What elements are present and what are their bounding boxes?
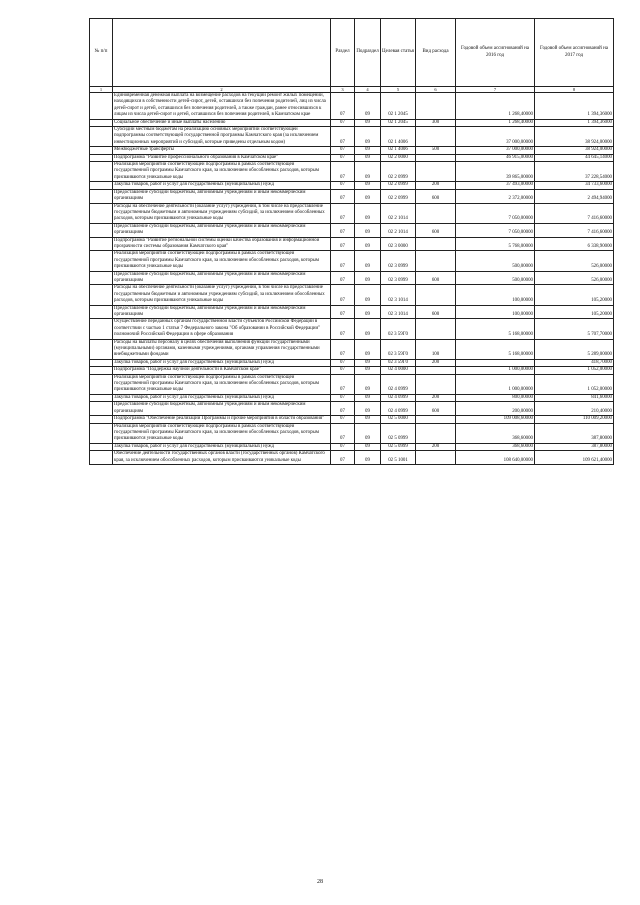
row-amount-2017: 526,00000 xyxy=(535,271,614,285)
row-celevaya-statya: 02 1 2045 xyxy=(381,93,416,120)
row-celevaya-statya: 02 3 0000 xyxy=(381,237,416,251)
row-razdel: 07 xyxy=(331,154,355,161)
row-amount-2017: 44 645,14000 xyxy=(535,154,614,161)
row-amount-2016: 108 640,00000 xyxy=(456,451,535,465)
header-desc xyxy=(113,19,331,87)
column-number: 2 xyxy=(113,87,331,93)
row-description: Закупка товаров, работ и услуг для государственных (муниципальных) нужд xyxy=(113,394,331,401)
page-number: 28 xyxy=(317,879,323,885)
row-vid-rashoda: 600 xyxy=(416,271,456,285)
row-razdel: 07 xyxy=(331,339,355,359)
row-vid-rashoda xyxy=(416,93,456,120)
table-row xyxy=(90,251,614,271)
row-num-cell xyxy=(90,93,113,120)
row-amount-2016: 46 915,00000 xyxy=(456,154,535,161)
row-vid-rashoda xyxy=(416,154,456,161)
table-row xyxy=(90,271,614,285)
row-razdel: 07 xyxy=(331,237,355,251)
row-podrazdel: 09 xyxy=(355,154,381,161)
row-podrazdel: 09 xyxy=(355,402,381,416)
row-amount-2016: 37 000,00000 xyxy=(456,127,535,147)
row-celevaya-statya: 02 4 0000 xyxy=(381,367,416,374)
row-vid-rashoda xyxy=(416,416,456,423)
row-num-cell xyxy=(90,154,113,161)
row-description: Реализация мероприятий соответствующей подпрограммы в рамках соответствующей государственной программы Камчатского края, за исключением обособленных расходов, которым присваиваются уникальные коды xyxy=(113,162,331,182)
table-row xyxy=(90,162,614,182)
row-razdel: 07 xyxy=(331,223,355,237)
row-amount-2016: 500,00000 xyxy=(456,251,535,271)
row-razdel: 07 xyxy=(331,359,355,366)
row-num-cell xyxy=(90,189,113,203)
row-razdel: 07 xyxy=(331,416,355,423)
row-celevaya-statya: 02 3 0999 xyxy=(381,271,416,285)
table-body xyxy=(90,87,614,465)
row-celevaya-statya: 02 3 0999 xyxy=(381,251,416,271)
row-amount-2016: 1 000,00000 xyxy=(456,367,535,374)
row-amount-2017: 1 052,00000 xyxy=(535,374,614,394)
row-podrazdel: 09 xyxy=(355,223,381,237)
row-podrazdel: 09 xyxy=(355,119,381,126)
column-number: 8 xyxy=(535,87,614,93)
table-row xyxy=(90,359,614,366)
row-amount-2016: 1 268,40000 xyxy=(456,93,535,120)
row-amount-2017: 5 289,00000 xyxy=(535,339,614,359)
row-description: Подпрограмма "Поддержка научной деятельности в Камчатском крае" xyxy=(113,367,331,374)
row-description: Подпрограмма "Развитие профессионального образования в Камчатском крае" xyxy=(113,154,331,161)
row-amount-2016: 109 008,60000 xyxy=(456,416,535,423)
row-num-cell xyxy=(90,423,113,443)
row-vid-rashoda xyxy=(416,451,456,465)
row-vid-rashoda: 500 xyxy=(416,147,456,154)
row-vid-rashoda: 100 xyxy=(416,339,456,359)
row-podrazdel: 09 xyxy=(355,305,381,319)
row-num-cell xyxy=(90,451,113,465)
row-vid-rashoda xyxy=(416,367,456,374)
row-description: Расходы на обеспечение деятельности (оказание услуг) учреждений, в том числе на предоставление государственным бюджетным и автономным учреждениям субсидий, за исключением обособленных расходов, которым присваиваются уникальные коды xyxy=(113,203,331,223)
row-description: Межбюджетные трансферты xyxy=(113,147,331,154)
row-celevaya-statya: 02 5 0999 xyxy=(381,443,416,450)
table-row xyxy=(90,339,614,359)
row-razdel: 07 xyxy=(331,367,355,374)
column-number: 3 xyxy=(331,87,355,93)
row-description: Реализация мероприятий соответствующей подпрограммы в рамках соответствующей государственной программы Камчатского края, за исключением обособленных расходов, которым присваиваются уникальные коды xyxy=(113,374,331,394)
row-description: Предоставление субсидий бюджетным, автономным учреждениям и иным некоммерческим организациям xyxy=(113,223,331,237)
row-num-cell xyxy=(90,182,113,189)
table-row xyxy=(90,416,614,423)
row-amount-2016: 5 168,00000 xyxy=(456,339,535,359)
table-row xyxy=(90,319,614,339)
column-number: 4 xyxy=(355,87,381,93)
row-vid-rashoda xyxy=(416,374,456,394)
row-razdel: 07 xyxy=(331,271,355,285)
row-num-cell xyxy=(90,237,113,251)
row-num-cell xyxy=(90,367,113,374)
row-amount-2017: 387,80000 xyxy=(535,443,614,450)
table-row xyxy=(90,305,614,319)
row-vid-rashoda xyxy=(416,237,456,251)
table-row xyxy=(90,189,614,203)
row-description: Расходы на выплаты персоналу в целях обеспечения выполнения функций государственными (муниципальными) органами, казенными учреждениями, органами управления государственными внебюджетными фондами xyxy=(113,339,331,359)
row-podrazdel: 09 xyxy=(355,271,381,285)
row-podrazdel: 09 xyxy=(355,451,381,465)
row-amount-2017: 387,80000 xyxy=(535,423,614,443)
row-amount-2016: 5 168,00000 xyxy=(456,319,535,339)
table-row xyxy=(90,402,614,416)
row-razdel: 07 xyxy=(331,423,355,443)
row-vid-rashoda xyxy=(416,285,456,305)
table-row xyxy=(90,374,614,394)
row-amount-2016: 7 050,00000 xyxy=(456,223,535,237)
row-celevaya-statya: 02 4 0999 xyxy=(381,374,416,394)
header-razdel: Раздел xyxy=(331,19,355,87)
row-razdel: 07 xyxy=(331,305,355,319)
row-amount-2017: 526,00000 xyxy=(535,251,614,271)
row-vid-rashoda: 600 xyxy=(416,189,456,203)
row-vid-rashoda: 200 xyxy=(416,182,456,189)
row-razdel: 07 xyxy=(331,162,355,182)
row-description: Единовременная денежная выплата на возмещение расходов на текущий ремонт жилых помещений, находящихся в собственности детей-сирот, детей, оставшихся без попечения родителей, лиц из числа детей-сирот и детей, оставшихся без попечения родителей, а также граждан, ранее относившихся к лицам из числа детей-сирот и детей, оставшихся без попечения родителей, в Камчатском крае xyxy=(113,93,331,120)
row-podrazdel: 09 xyxy=(355,251,381,271)
row-razdel: 07 xyxy=(331,203,355,223)
row-podrazdel: 09 xyxy=(355,339,381,359)
row-celevaya-statya: 02 2 1014 xyxy=(381,223,416,237)
row-amount-2017: 34 733,60000 xyxy=(535,182,614,189)
row-vid-rashoda xyxy=(416,251,456,271)
row-amount-2017: 1 052,00000 xyxy=(535,367,614,374)
row-num-cell xyxy=(90,162,113,182)
row-description: Подпрограмма "Обеспечение реализации Программы и прочие мероприятия в области образования" xyxy=(113,416,331,423)
header-celevaya: Целевая статья xyxy=(381,19,416,87)
row-celevaya-statya: 02 4 0999 xyxy=(381,394,416,401)
row-podrazdel: 09 xyxy=(355,394,381,401)
row-amount-2017: 418,70000 xyxy=(535,359,614,366)
row-celevaya-statya: 02 1 2045 xyxy=(381,119,416,126)
row-razdel: 07 xyxy=(331,127,355,147)
table-row xyxy=(90,367,614,374)
row-description: Подпрограмма "Развитие региональной системы оценки качества образования и информационной прозрачности системы образования Камчатского края" xyxy=(113,237,331,251)
row-celevaya-statya: 02 3 59Г0 xyxy=(381,339,416,359)
row-vid-rashoda xyxy=(416,127,456,147)
budget-table xyxy=(89,18,614,465)
row-amount-2016: 39 865,00000 xyxy=(456,162,535,182)
row-amount-2016: 37 000,00000 xyxy=(456,147,535,154)
row-celevaya-statya: 02 2 1014 xyxy=(381,203,416,223)
row-amount-2017: 1 394,36000 xyxy=(535,119,614,126)
row-podrazdel: 09 xyxy=(355,319,381,339)
row-amount-2016: 800,00000 xyxy=(456,394,535,401)
table-row xyxy=(90,127,614,147)
row-vid-rashoda: 200 xyxy=(416,394,456,401)
row-num-cell xyxy=(90,394,113,401)
row-podrazdel: 09 xyxy=(355,189,381,203)
row-podrazdel: 09 xyxy=(355,147,381,154)
row-vid-rashoda: 300 xyxy=(416,119,456,126)
row-amount-2016: 1 000,00000 xyxy=(456,374,535,394)
table-row xyxy=(90,147,614,154)
row-podrazdel: 09 xyxy=(355,162,381,182)
row-podrazdel: 09 xyxy=(355,285,381,305)
row-vid-rashoda xyxy=(416,319,456,339)
row-description: Предоставление субсидий бюджетным, автономным учреждениям и иным некоммерческим организациям xyxy=(113,189,331,203)
row-amount-2017: 38 924,00000 xyxy=(535,147,614,154)
row-description: Реализация мероприятий соответствующей подпрограммы в рамках соответствующей государственной программы Камчатского края, за исключением обособленных расходов, которым присваиваются уникальные коды xyxy=(113,251,331,271)
row-podrazdel: 09 xyxy=(355,127,381,147)
row-amount-2017: 7 416,60000 xyxy=(535,203,614,223)
row-podrazdel: 09 xyxy=(355,359,381,366)
table-row xyxy=(90,394,614,401)
row-podrazdel: 09 xyxy=(355,416,381,423)
row-amount-2017: 109 621,40000 xyxy=(535,451,614,465)
row-vid-rashoda xyxy=(416,423,456,443)
row-amount-2016 xyxy=(456,359,535,366)
row-razdel: 07 xyxy=(331,119,355,126)
row-amount-2017: 38 924,00000 xyxy=(535,127,614,147)
row-num-cell xyxy=(90,223,113,237)
column-number: 7 xyxy=(456,87,535,93)
table-row xyxy=(90,93,614,120)
row-celevaya-statya: 02 3 1014 xyxy=(381,305,416,319)
row-amount-2016: 368,60000 xyxy=(456,423,535,443)
row-razdel: 07 xyxy=(331,251,355,271)
row-amount-2016: 5 768,00000 xyxy=(456,237,535,251)
row-amount-2016: 1 268,40000 xyxy=(456,119,535,126)
row-description: Расходы на обеспечение деятельности (оказание услуг) учреждений, в том числе на предоставление государственным бюджетным и автономным учреждениям субсидий, за исключением обособленных расходов, которым присваиваются уникальные коды xyxy=(113,285,331,305)
row-celevaya-statya: 02 1 4006 xyxy=(381,147,416,154)
row-amount-2017: 210,40000 xyxy=(535,402,614,416)
row-celevaya-statya: 02 2 0999 xyxy=(381,182,416,189)
row-podrazdel: 09 xyxy=(355,203,381,223)
row-vid-rashoda: 600 xyxy=(416,402,456,416)
row-podrazdel: 09 xyxy=(355,443,381,450)
table-row xyxy=(90,154,614,161)
row-num-cell xyxy=(90,127,113,147)
row-description: Закупка товаров, работ и услуг для государственных (муниципальных) нужд xyxy=(113,359,331,366)
row-num-cell xyxy=(90,285,113,305)
row-celevaya-statya: 02 2 0000 xyxy=(381,154,416,161)
header-podrazdel: Подраздел xyxy=(355,19,381,87)
row-vid-rashoda: 200 xyxy=(416,443,456,450)
row-description: Осуществление переданных органам государственной власти субъектов Российской Федерации в соответствии с частью 1 статьи 7 Федерального закона "Об образовании в Российской Федерации" полномочий Российской Федерации в сфере образования xyxy=(113,319,331,339)
row-amount-2016: 37 493,00000 xyxy=(456,182,535,189)
table-row xyxy=(90,451,614,465)
row-num-cell xyxy=(90,359,113,366)
row-description: Закупка товаров, работ и услуг для государственных (муниципальных) нужд xyxy=(113,443,331,450)
row-celevaya-statya: 02 1 4006 xyxy=(381,127,416,147)
row-num-cell xyxy=(90,443,113,450)
row-celevaya-statya: 02 5 1001 xyxy=(381,451,416,465)
row-celevaya-statya: 02 5 0000 xyxy=(381,416,416,423)
table-row xyxy=(90,223,614,237)
row-vid-rashoda: 600 xyxy=(416,223,456,237)
row-description: Предоставление субсидий бюджетным, автономным учреждениям и иным некоммерческим организациям xyxy=(113,305,331,319)
table-row xyxy=(90,423,614,443)
row-description: Реализация мероприятий соответствующей подпрограммы в рамках соответствующей государственной программы Камчатского края, за исключением обособленных расходов, которым присваиваются уникальные коды xyxy=(113,423,331,443)
row-amount-2016: 368,60000 xyxy=(456,443,535,450)
row-razdel: 07 xyxy=(331,285,355,305)
row-num-cell xyxy=(90,147,113,154)
row-celevaya-statya: 02 5 0999 xyxy=(381,423,416,443)
table-row xyxy=(90,443,614,450)
row-celevaya-statya: 02 3 59Г0 xyxy=(381,359,416,366)
row-celevaya-statya: 02 4 0999 xyxy=(381,402,416,416)
row-podrazdel: 09 xyxy=(355,237,381,251)
row-amount-2017: 37 228,54000 xyxy=(535,162,614,182)
row-num-cell xyxy=(90,271,113,285)
row-podrazdel: 09 xyxy=(355,93,381,120)
row-num-cell xyxy=(90,319,113,339)
row-num-cell xyxy=(90,339,113,359)
row-razdel: 07 xyxy=(331,451,355,465)
row-amount-2016: 100,00000 xyxy=(456,305,535,319)
row-vid-rashoda: 200 xyxy=(416,359,456,366)
row-razdel: 07 xyxy=(331,189,355,203)
table-row xyxy=(90,182,614,189)
row-amount-2017: 5 707,70000 xyxy=(535,319,614,339)
row-razdel: 07 xyxy=(331,402,355,416)
row-celevaya-statya: 02 2 0999 xyxy=(381,162,416,182)
row-amount-2016: 100,00000 xyxy=(456,285,535,305)
row-podrazdel: 09 xyxy=(355,182,381,189)
row-num-cell xyxy=(90,203,113,223)
row-num-cell xyxy=(90,305,113,319)
row-amount-2016: 2 372,00000 xyxy=(456,189,535,203)
row-amount-2017: 105,20000 xyxy=(535,305,614,319)
row-num-cell xyxy=(90,416,113,423)
row-razdel: 07 xyxy=(331,394,355,401)
row-description: Закупка товаров, работ и услуг для государственных (муниципальных) нужд xyxy=(113,182,331,189)
row-amount-2017: 105,20000 xyxy=(535,285,614,305)
row-podrazdel: 09 xyxy=(355,367,381,374)
row-razdel: 07 xyxy=(331,319,355,339)
row-celevaya-statya: 02 2 0999 xyxy=(381,189,416,203)
row-amount-2016: 7 050,00000 xyxy=(456,203,535,223)
row-podrazdel: 09 xyxy=(355,374,381,394)
header-vid: Вид расхода xyxy=(416,19,456,87)
row-description: Обеспечение деятельности государственных органов власти (государственных органов) Камчатского края, за исключением обособленных расходов, которым присваиваются уникальные коды xyxy=(113,451,331,465)
header-num: № п/п xyxy=(90,19,113,87)
row-razdel: 07 xyxy=(331,374,355,394)
row-celevaya-statya: 02 3 59Г0 xyxy=(381,319,416,339)
row-razdel: 07 xyxy=(331,93,355,120)
row-amount-2017: 841,60000 xyxy=(535,394,614,401)
row-amount-2017: 6 338,90000 xyxy=(535,237,614,251)
row-description: Социальное обеспечение и иные выплаты населению xyxy=(113,119,331,126)
row-vid-rashoda xyxy=(416,162,456,182)
table-header xyxy=(90,19,614,87)
row-num-cell xyxy=(90,251,113,271)
row-amount-2016: 200,00000 xyxy=(456,402,535,416)
row-num-cell xyxy=(90,374,113,394)
row-amount-2017: 7 416,60000 xyxy=(535,223,614,237)
row-amount-2016: 500,00000 xyxy=(456,271,535,285)
table-row xyxy=(90,203,614,223)
column-number: 1 xyxy=(90,87,113,93)
row-razdel: 07 xyxy=(331,182,355,189)
header-2016: Годовой объем ассигнований на 2016 год xyxy=(456,19,535,87)
row-amount-2017: 110 009,20000 xyxy=(535,416,614,423)
table-row xyxy=(90,285,614,305)
column-number: 5 xyxy=(381,87,416,93)
row-num-cell xyxy=(90,119,113,126)
row-description: Субсидии местным бюджетам на реализацию основных мероприятий соответствующей подпрограммы соответствующей государственной программы Камчатского края (за исключением инвестиционных мероприятий и субсидий, которые приведены отдельным кодом) xyxy=(113,127,331,147)
row-podrazdel: 09 xyxy=(355,423,381,443)
row-description: Предоставление субсидий бюджетным, автономным учреждениям и иным некоммерческим организациям xyxy=(113,402,331,416)
column-number: 6 xyxy=(416,87,456,93)
document-page xyxy=(89,18,613,465)
row-vid-rashoda: 600 xyxy=(416,305,456,319)
row-vid-rashoda xyxy=(416,203,456,223)
row-razdel: 07 xyxy=(331,443,355,450)
header-2017: Годовой объем ассигнований на 2017 год xyxy=(535,19,614,87)
row-razdel: 07 xyxy=(331,147,355,154)
row-num-cell xyxy=(90,402,113,416)
table-row xyxy=(90,237,614,251)
row-amount-2017: 2 494,94000 xyxy=(535,189,614,203)
row-amount-2017: 1 394,36000 xyxy=(535,93,614,120)
row-description: Предоставление субсидий бюджетным, автономным учреждениям и иным некоммерческим организациям xyxy=(113,271,331,285)
row-celevaya-statya: 02 3 1014 xyxy=(381,285,416,305)
table-row xyxy=(90,119,614,126)
